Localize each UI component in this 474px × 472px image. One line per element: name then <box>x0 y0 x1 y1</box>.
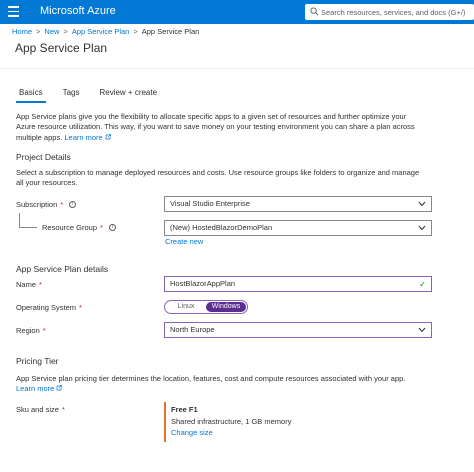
change-size-link[interactable]: Change size <box>171 428 213 437</box>
tree-connector <box>19 227 37 228</box>
search-icon <box>310 7 319 16</box>
subscription-label <box>16 200 76 209</box>
pricing-tier-description: Shared infrastructure, 1 GB memory <box>171 417 292 426</box>
learn-more-label: Learn more <box>16 384 55 394</box>
region-label <box>16 326 46 335</box>
sku-label <box>16 405 65 414</box>
external-link-icon <box>56 385 62 391</box>
resource-group-label-text: Resource Group <box>42 223 98 232</box>
required-asterisk: * <box>60 200 64 209</box>
region-dropdown[interactable] <box>164 322 432 338</box>
info-icon[interactable]: i <box>109 224 116 231</box>
region-value: North Europe <box>170 325 215 334</box>
name-value: HostBlazorAppPlan <box>170 279 236 288</box>
intro-text <box>16 112 446 143</box>
breadcrumb-separator-icon: > <box>36 27 41 36</box>
name-label-text: Name <box>16 280 37 289</box>
external-link-icon <box>105 134 111 140</box>
name-input[interactable] <box>164 276 432 292</box>
learn-more-label: Learn more <box>64 132 103 142</box>
top-bar <box>0 0 474 24</box>
breadcrumb-new[interactable]: New <box>44 27 60 36</box>
chevron-down-icon <box>418 201 426 207</box>
pricing-tier-name: Free F1 <box>171 405 198 414</box>
pricing-tier-heading: Pricing Tier <box>16 356 59 366</box>
chevron-down-icon <box>418 327 426 333</box>
required-asterisk: * <box>79 303 82 312</box>
brand-title[interactable]: Microsoft Azure <box>40 5 116 17</box>
intro-line: App Service plans give you the flexibility to allocate specific apps to a given set of resources and further optimize your <box>16 112 407 121</box>
subscription-label-text: Subscription <box>16 200 58 209</box>
tab-review-create[interactable]: Review + create <box>99 88 158 97</box>
search-box[interactable] <box>305 4 474 20</box>
intro-line: multiple apps. <box>16 132 63 142</box>
checkmark-icon: ✓ <box>419 280 426 289</box>
menu-icon[interactable] <box>8 6 19 16</box>
learn-more-link[interactable] <box>64 133 110 142</box>
tab-bar <box>16 87 174 103</box>
required-asterisk: * <box>61 405 65 414</box>
project-details-line: all your resources. <box>16 178 78 188</box>
os-label <box>16 303 82 312</box>
title-divider <box>0 68 474 69</box>
sku-label-text: Sku and size <box>16 405 59 414</box>
breadcrumb-separator-icon: > <box>63 27 68 36</box>
intro-line: Azure resource utilization. This way, if you want to save money on your testing environment you can share a plan across <box>16 122 415 132</box>
project-details-heading: Project Details <box>16 152 71 162</box>
breadcrumb-separator-icon: > <box>133 27 138 36</box>
project-details-text <box>16 168 446 189</box>
project-details-line: Select a subscription to manage deployed resources and costs. Use resource groups like folders to organize and manage <box>16 168 420 177</box>
subscription-value: Visual Studio Enterprise <box>170 199 250 208</box>
region-label-text: Region <box>16 326 40 335</box>
os-option-windows[interactable]: Windows <box>206 302 246 312</box>
info-icon[interactable]: i <box>69 201 76 208</box>
tab-basics[interactable]: Basics <box>16 87 46 103</box>
pricing-learn-more-link[interactable] <box>16 384 62 393</box>
resource-group-value: (New) HostedBlazorDemoPlan <box>170 223 273 232</box>
resource-group-dropdown[interactable] <box>164 220 432 236</box>
pricing-text <box>16 374 446 395</box>
breadcrumb-current: App Service Plan <box>141 27 200 36</box>
tree-connector <box>19 213 20 227</box>
breadcrumb-app-service-plan[interactable]: App Service Plan <box>71 27 130 36</box>
tab-tags[interactable]: Tags <box>62 88 80 97</box>
os-toggle[interactable] <box>164 300 248 314</box>
os-label-text: Operating System <box>16 303 77 312</box>
search-input[interactable] <box>321 4 474 20</box>
create-new-link[interactable]: Create new <box>165 237 204 246</box>
subscription-dropdown[interactable] <box>164 196 432 212</box>
required-asterisk: * <box>42 326 46 335</box>
chevron-down-icon <box>418 225 426 231</box>
breadcrumb <box>12 27 199 36</box>
plan-details-heading: App Service Plan details <box>16 264 109 274</box>
os-option-linux[interactable]: Linux <box>177 303 195 310</box>
pricing-line: App Service plan pricing tier determines the location, features, cost and compute resources associated with your app. <box>16 374 406 383</box>
required-asterisk: * <box>39 280 42 289</box>
resource-group-label <box>42 223 116 232</box>
pricing-tier-card <box>164 402 314 442</box>
required-asterisk: * <box>100 223 103 232</box>
breadcrumb-home[interactable]: Home <box>12 27 33 36</box>
name-label <box>16 280 42 289</box>
page-title: App Service Plan <box>15 41 108 55</box>
